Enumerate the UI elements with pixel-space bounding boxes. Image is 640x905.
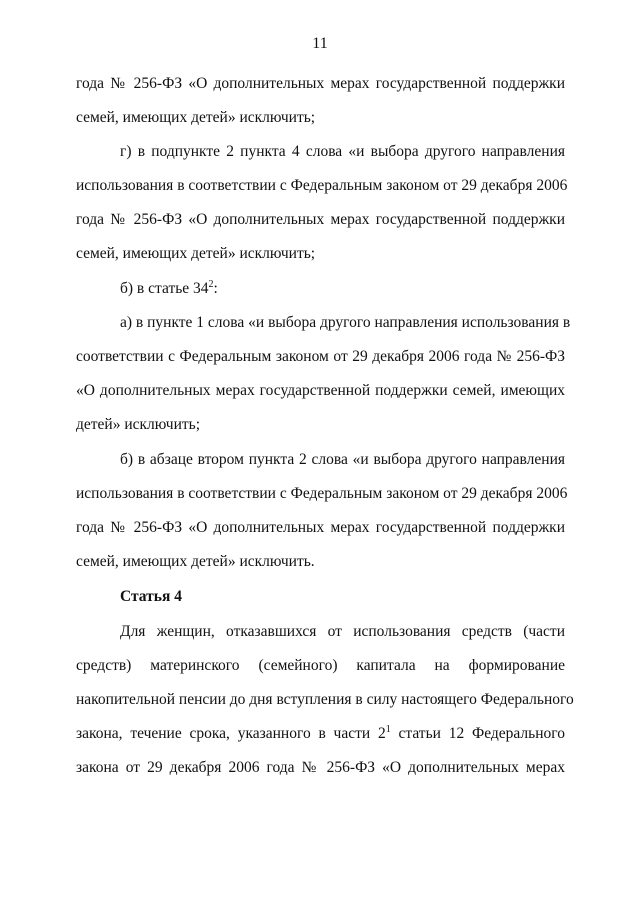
article-reference-line (120, 279, 218, 299)
text-line: года № 256-ФЗ «О дополнительных мерах государственной поддержки (76, 75, 565, 92)
text-line: года № 256-ФЗ «О дополнительных мерах государственной поддержки (76, 519, 565, 536)
text-line: соответствии с Федеральным законом от 29 декабря 2006 года № 256-ФЗ (76, 348, 565, 365)
text-line: года № 256-ФЗ «О дополнительных мерах государственной поддержки (76, 211, 565, 228)
superscript: 2 (208, 279, 214, 290)
text-fragment: закона, течение срока, указанного в части 2 (76, 725, 386, 742)
text-line: семей, имеющих детей» исключить; (76, 109, 316, 126)
text-line: накопительной пенсии до дня вступления в силу настоящего Федерального (76, 691, 574, 708)
article-heading: Статья 4 (120, 588, 182, 605)
text-line: использования в соответствии с Федеральным законом от 29 декабря 2006 (76, 485, 568, 502)
text-line: семей, имеющих детей» исключить; (76, 245, 316, 262)
text-fragment: статьи 12 Федерального (390, 725, 565, 742)
text-line: Для женщин, отказавшихся от использования средств (части (120, 623, 565, 640)
text-fragment: : (213, 280, 218, 297)
text-line: семей, имеющих детей» исключить. (76, 553, 315, 570)
text-line: «О дополнительных мерах государственной поддержки семей, имеющих (76, 382, 565, 399)
text-line: г) в подпункте 2 пункта 4 слова «и выбора другого направления (120, 143, 565, 160)
superscript: 1 (385, 724, 391, 735)
text-fragment: б) в статье 34 (120, 280, 209, 297)
text-line: а) в пункте 1 слова «и выбора другого направления использования в (120, 314, 571, 331)
page-number: 11 (312, 35, 328, 52)
text-line-with-superscript (76, 724, 565, 744)
text-line: детей» исключить; (76, 416, 201, 433)
text-line: использования в соответствии с Федеральным законом от 29 декабря 2006 (76, 177, 568, 194)
text-line: средств) материнского (семейного) капитала на формирование (76, 657, 565, 674)
text-line: закона от 29 декабря 2006 года № 256-ФЗ «О дополнительных мерах (76, 759, 565, 776)
text-line: б) в абзаце втором пункта 2 слова «и выбора другого направления (120, 451, 565, 468)
